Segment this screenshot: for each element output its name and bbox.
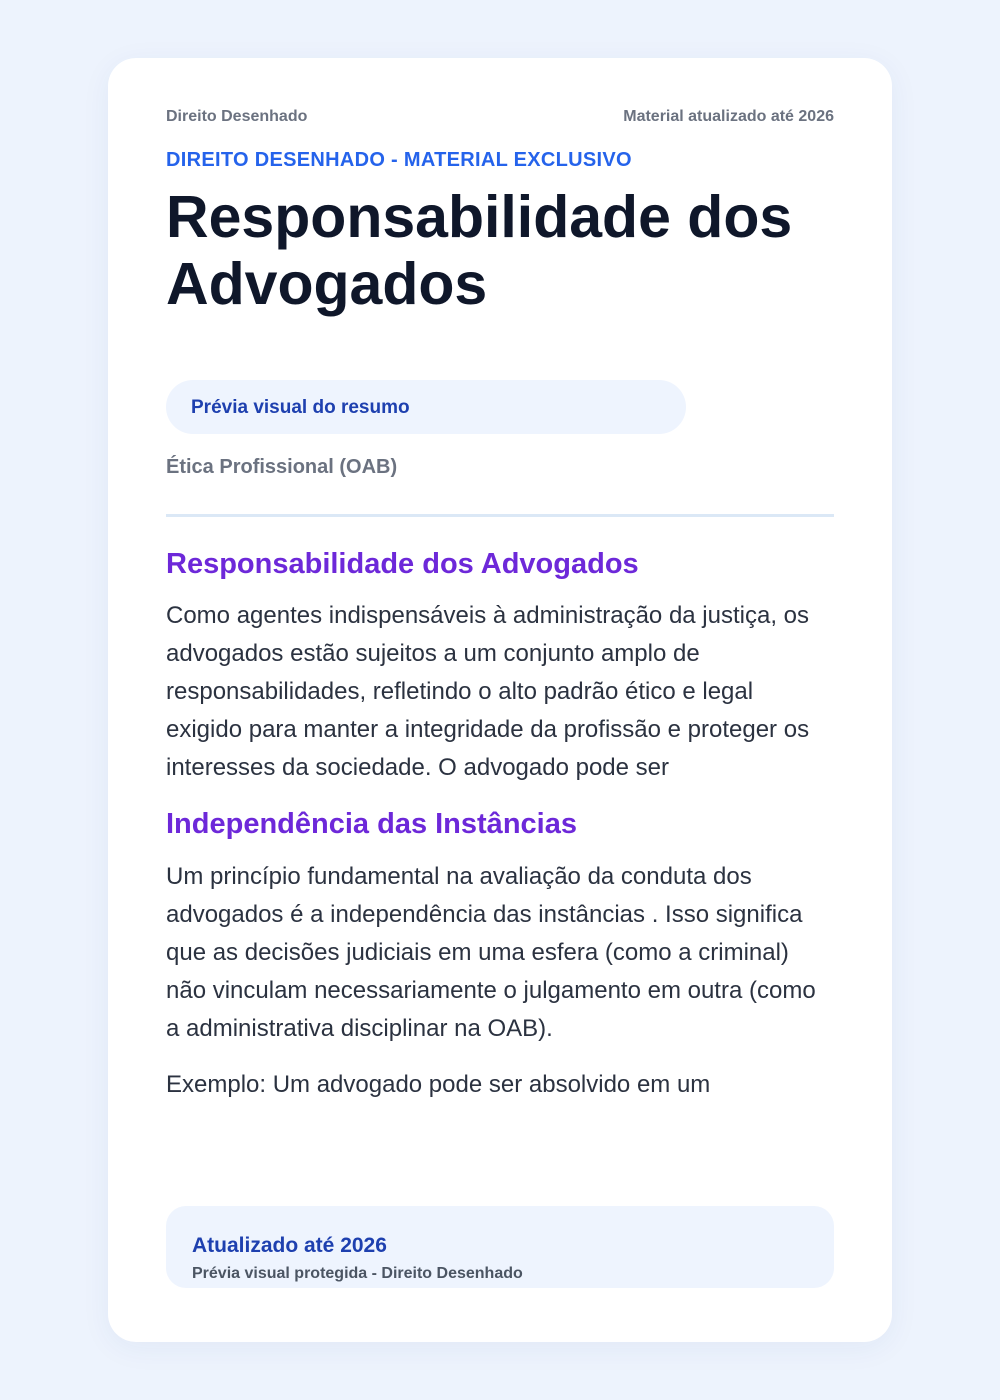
subject-label: Ética Profissional (OAB) (166, 456, 398, 478)
preview-badge (166, 380, 686, 434)
footer-box (166, 1206, 834, 1288)
summary-content (166, 546, 834, 1106)
section-paragraph: Como agentes indispensáveis à administração da justiça, os advogados estão sujeitos a um conjunto amplo de responsabilidades, refletindo o alto padrão ético e legal exigido para manter a integridade da profissão e proteger os interesses da sociedade. O advogado pode ser (166, 602, 810, 781)
top-bar (166, 108, 834, 128)
eyebrow-label: DIREITO DESENHADO - MATERIAL EXCLUSIVO (166, 149, 632, 171)
page-title: Responsabilidade dos Advogados (166, 184, 793, 317)
brand-name: Direito Desenhado (166, 108, 308, 125)
update-note: Material atualizado até 2026 (623, 108, 834, 125)
divider (166, 514, 834, 517)
preview-badge-label: Prévia visual do resumo (191, 397, 410, 418)
section-paragraph: Um princípio fundamental na avaliação da conduta dos advogados é a independência das instâncias . Isso significa que as decisões judiciais em uma esfera (como a criminal) não vinculam necessariamente o julgamento em outra (como a administrativa disciplinar na OAB). (166, 863, 816, 1042)
footer-title: Atualizado até 2026 (192, 1234, 387, 1257)
section-heading: Independência das Instâncias (166, 808, 577, 840)
document-content-area (166, 58, 834, 1342)
footer-subtitle: Prévia visual protegida - Direito Desenhado (192, 1265, 523, 1282)
document-card (108, 58, 892, 1342)
example-paragraph: Exemplo: Um advogado pode ser absolvido em um (166, 1071, 711, 1098)
section-heading: Responsabilidade dos Advogados (166, 548, 639, 580)
